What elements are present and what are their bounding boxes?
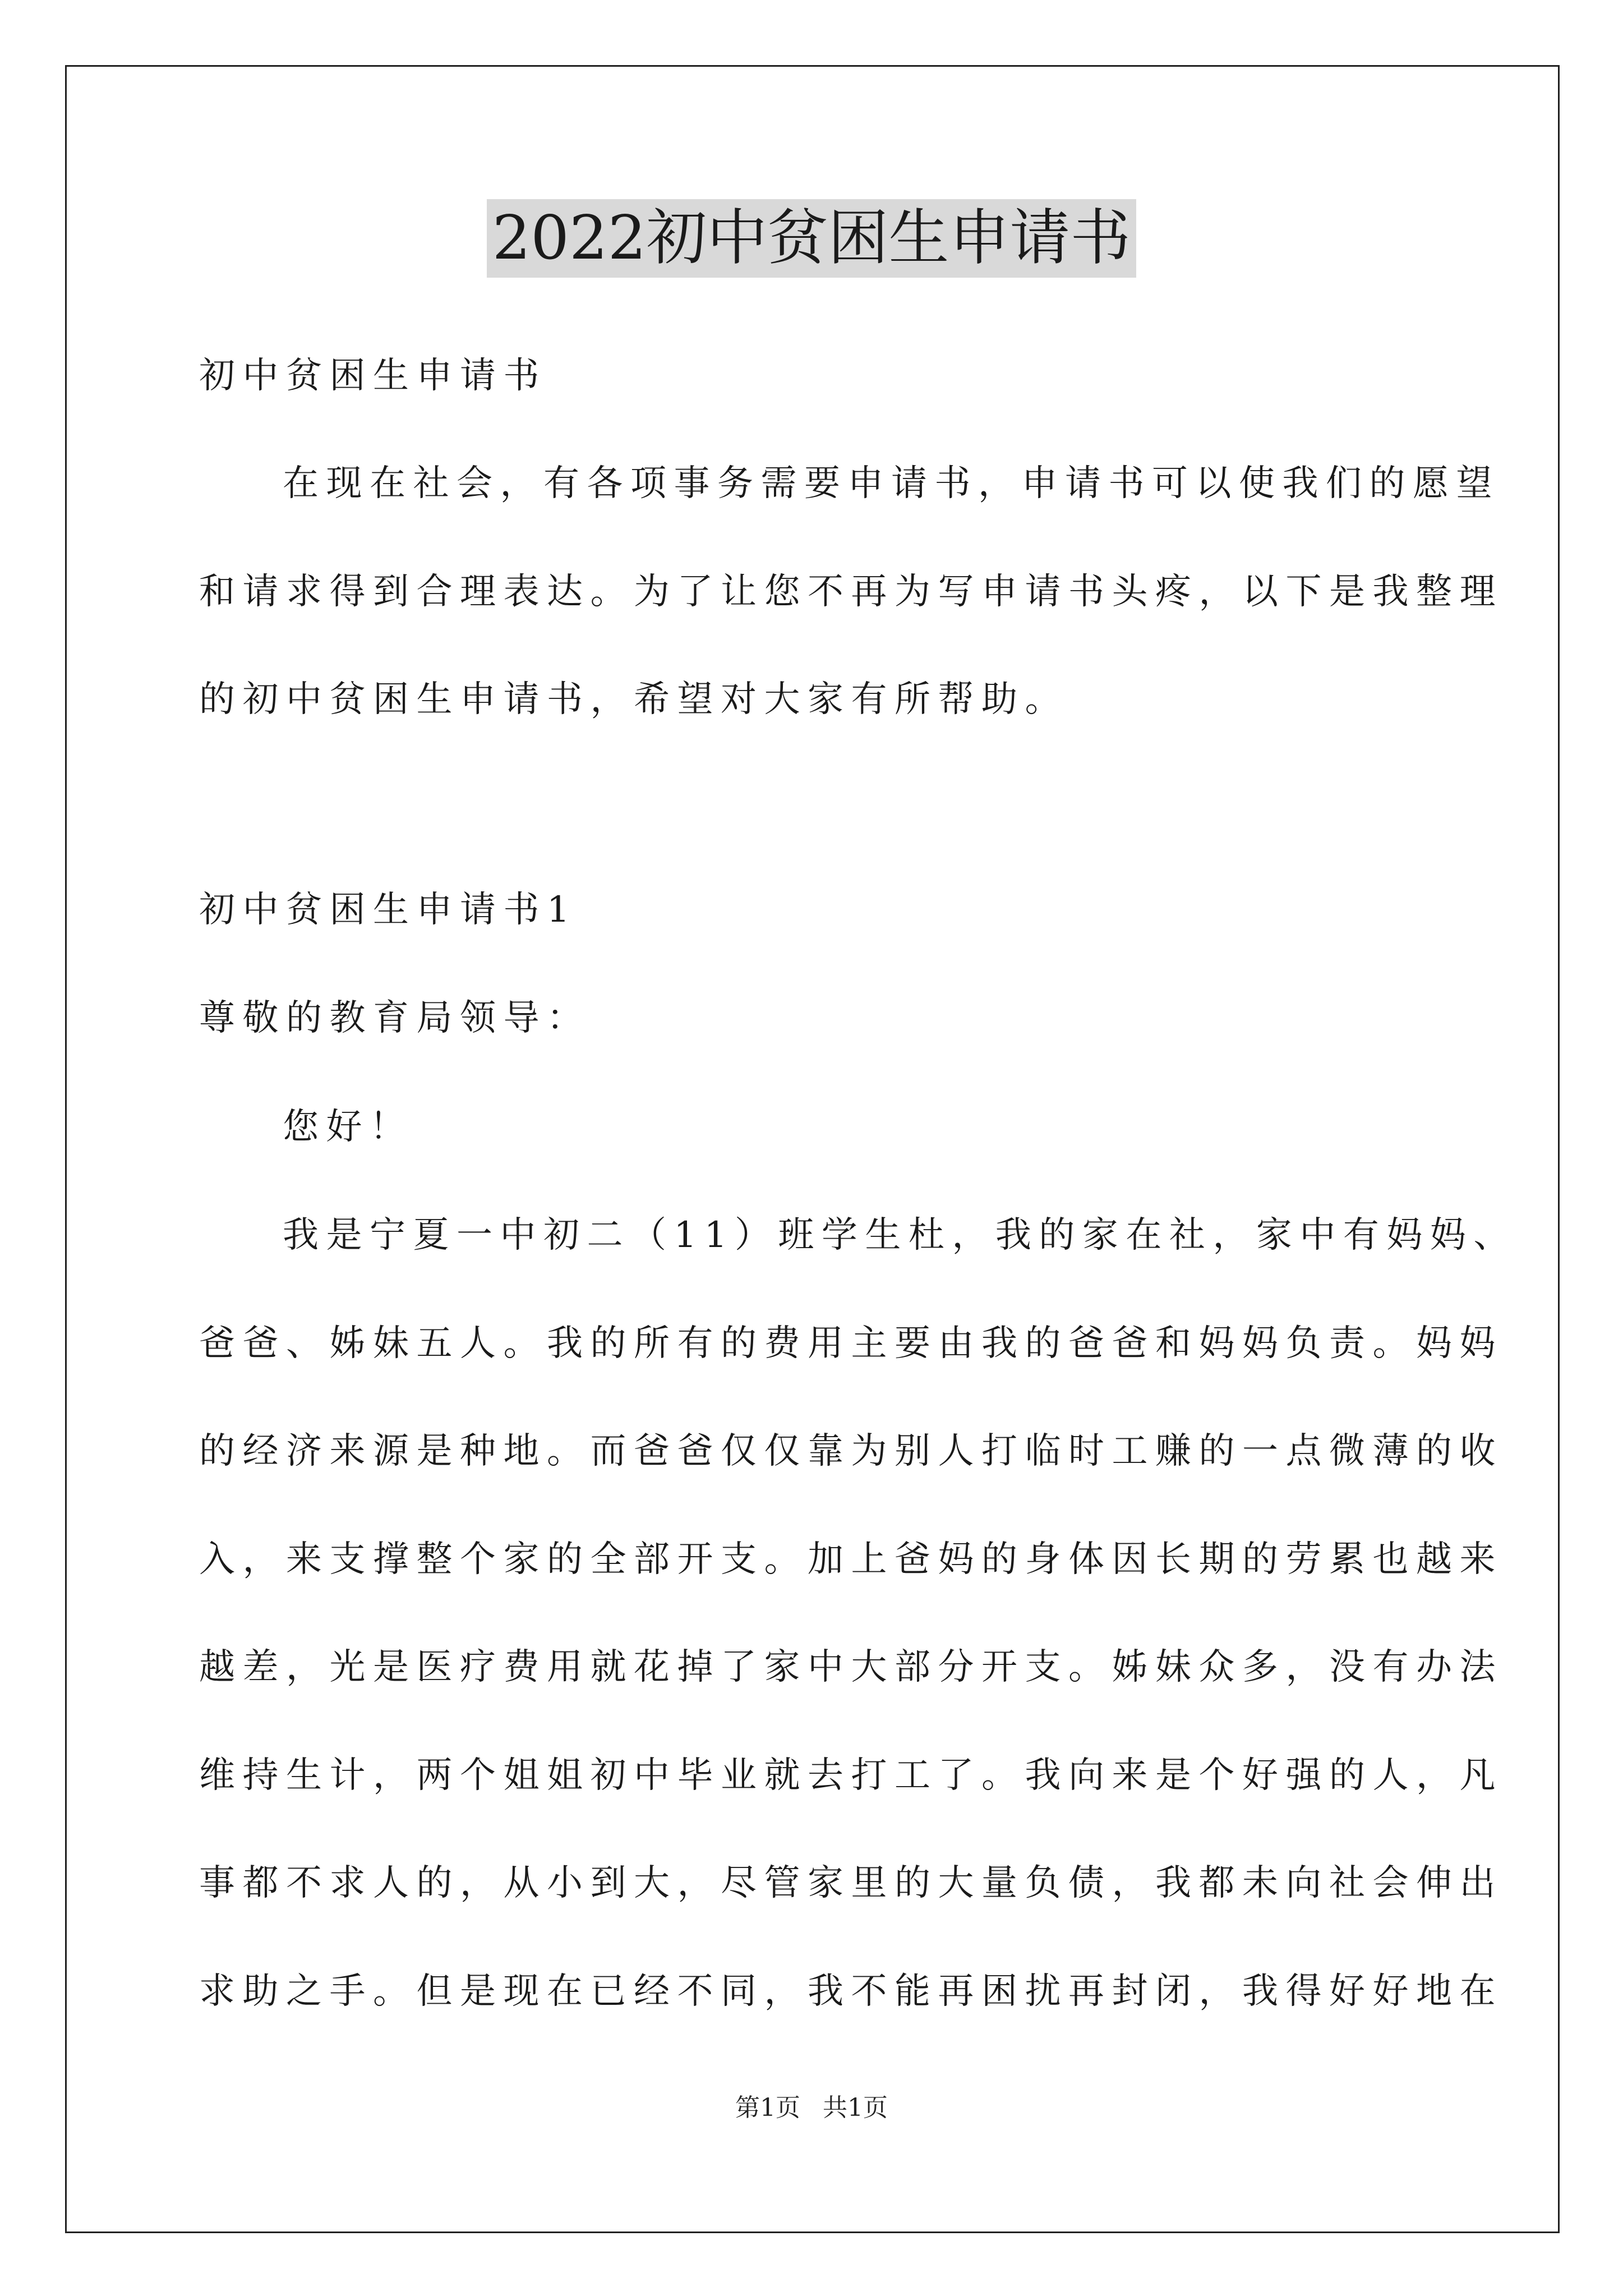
intro-line-2: 和请求得到合理表达。为了让您不再为写申请书头疼，以下是我整理 <box>199 571 1503 613</box>
body-line-6: 维持生计，两个姐姐初中毕业就去打工了。我向来是个好强的人，凡 <box>199 1755 1503 1796</box>
intro-line-1: 在现在社会，有各项事务需要申请书，申请书可以使我们的愿望 <box>283 463 1500 504</box>
document-subtitle: 初中贫困生申请书 <box>199 355 547 397</box>
body-line-5: 越差，光是医疗费用就花掉了家中大部分开支。姊妹众多，没有办法 <box>199 1646 1503 1688</box>
intro-line-3: 的初中贫困生申请书，希望对大家有所帮助。 <box>199 679 1068 720</box>
body-line-1: 我是宁夏一中初二（11）班学生杜，我的家在社，家中有妈妈、 <box>283 1214 1517 1256</box>
body-line-4: 入，来支撑整个家的全部开支。加上爸妈的身体因长期的劳累也越来 <box>199 1539 1503 1580</box>
body-line-8: 求助之手。但是现在已经不同，我不能再困扰再封闭，我得好好地在 <box>199 1971 1503 2012</box>
body-line-7: 事都不求人的，从小到大，尽管家里的大量负债，我都未向社会伸出 <box>199 1862 1503 1904</box>
salutation: 尊敬的教育局领导： <box>199 997 591 1039</box>
page-number-current: 第1页 <box>735 2093 800 2122</box>
page-footer <box>0 2092 1623 2124</box>
section-heading: 初中贫困生申请书1 <box>199 889 578 931</box>
document-title: 2022初中贫困生申请书 <box>487 199 1137 278</box>
body-line-3: 的经济来源是种地。而爸爸仅仅靠为别人打临时工赚的一点微薄的收 <box>199 1430 1503 1472</box>
body-line-2: 爸爸、姊妹五人。我的所有的费用主要由我的爸爸和妈妈负责。妈妈 <box>199 1323 1503 1364</box>
greeting: 您好！ <box>283 1106 413 1148</box>
page-number-total: 共1页 <box>823 2093 888 2122</box>
title-container <box>0 199 1623 278</box>
